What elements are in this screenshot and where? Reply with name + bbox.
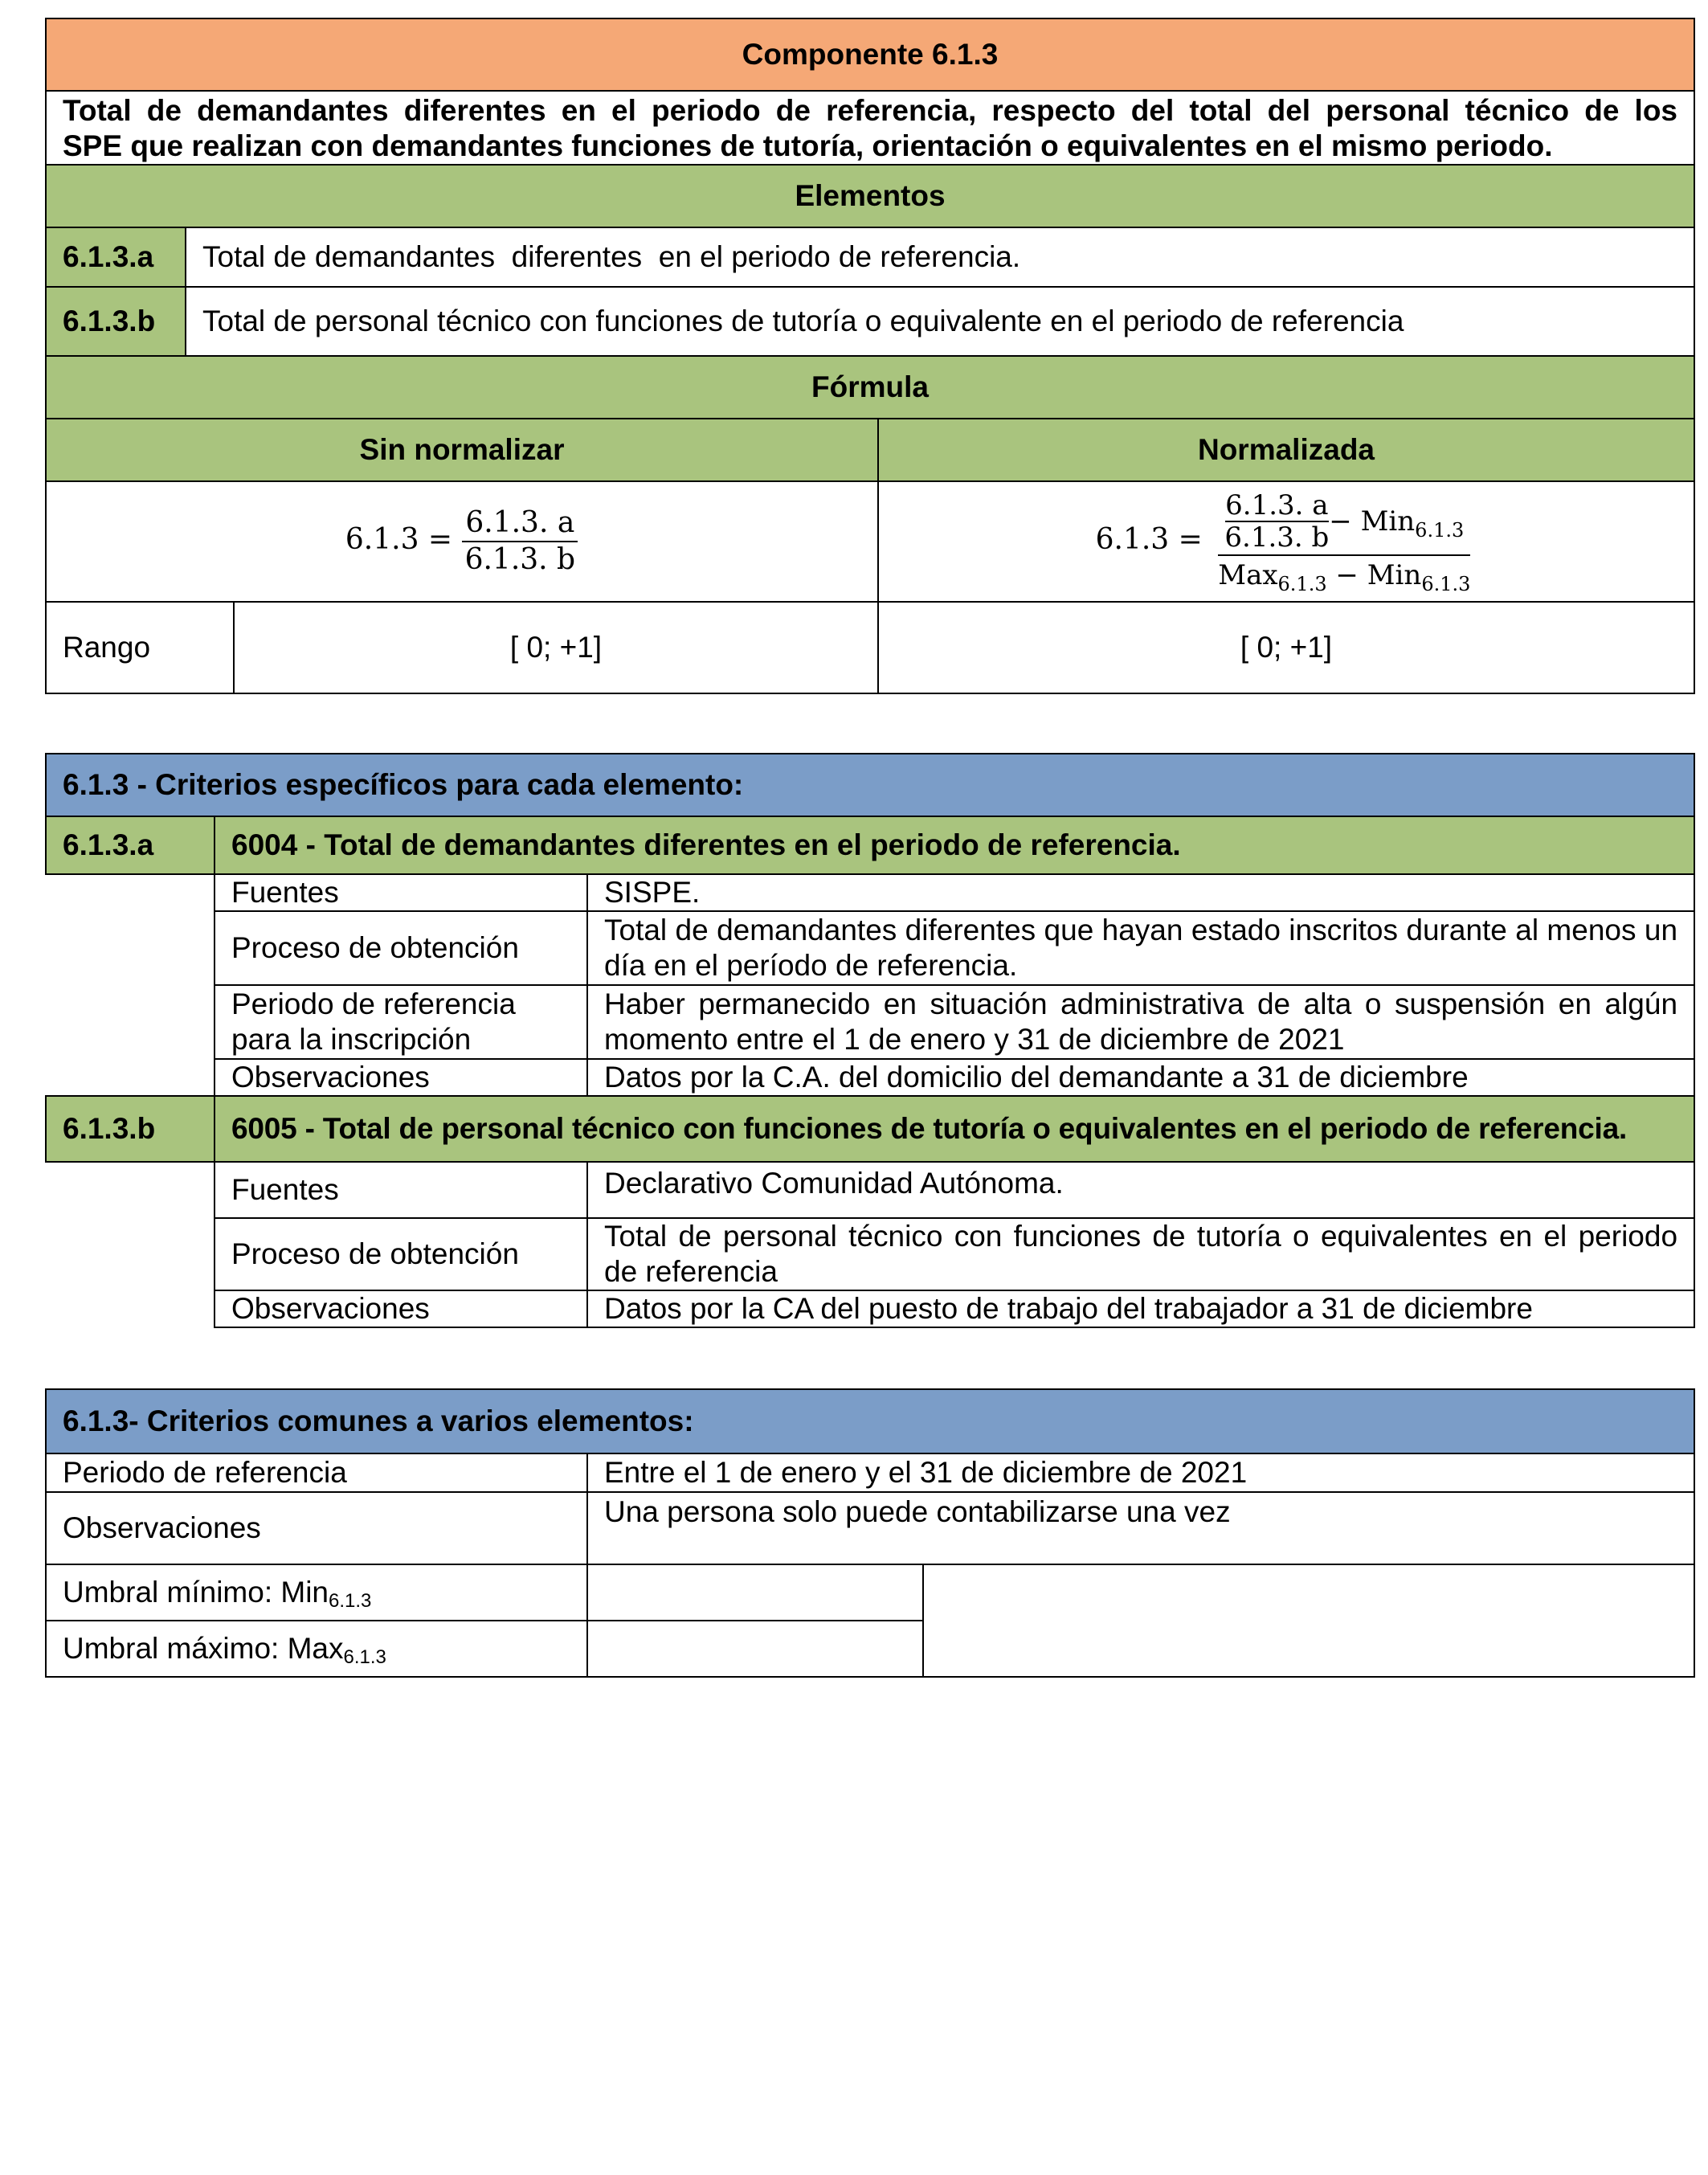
criteria-label: Proceso de obtención	[215, 911, 587, 985]
formula-numerator: 6.1.3. a	[462, 505, 578, 542]
formula-header: Fórmula	[46, 356, 1694, 419]
specific-item-title: 6005 - Total de personal técnico con funciones de tutoría o equivalentes en el periodo de referencia.	[215, 1096, 1694, 1162]
component-table	[45, 18, 1695, 694]
minus-min	[1329, 504, 1465, 542]
criteria-label: Fuentes	[215, 874, 587, 911]
formula-normalizada	[878, 481, 1694, 602]
criteria-label: Periodo de referencia para la inscripción	[215, 985, 587, 1059]
element-text: Total de personal técnico con funciones de tutoría o equivalente en el periodo de referencia	[186, 287, 1694, 356]
minus-min-text: − Min	[1329, 505, 1416, 538]
observaciones-label: Observaciones	[46, 1492, 587, 1564]
col-normalizada: Normalizada	[878, 419, 1694, 481]
rango-normalizada: [ 0; +1]	[878, 602, 1694, 693]
max-subscript: 6.1.3	[1277, 572, 1327, 595]
elements-header: Elementos	[46, 165, 1694, 227]
formula-fraction	[1212, 490, 1477, 593]
element-text: Total de demandantes diferentes en el periodo de referencia.	[186, 227, 1694, 287]
common-criteria-table	[45, 1388, 1695, 1678]
criteria-value: Total de personal técnico con funciones de tutoría o equivalentes en el periodo de referencia	[587, 1218, 1694, 1290]
den-minus-min-text: − Min	[1326, 559, 1422, 591]
specific-criteria-table	[45, 753, 1695, 1328]
specific-criteria-header: 6.1.3 - Criterios específicos para cada elemento:	[46, 754, 1694, 816]
periodo-value: Entre el 1 de enero y el 31 de diciembre de 2021	[587, 1453, 1694, 1492]
formula-denominator: 6.1.3. b	[464, 543, 576, 576]
component-description-line2: SPE que realizan con demandantes funciones de tutoría, orientación o equivalentes en el mismo periodo.	[63, 129, 1553, 162]
criteria-value: Declarativo Comunidad Autónoma.	[587, 1162, 1694, 1218]
common-criteria-header: 6.1.3- Criterios comunes a varios elementos:	[46, 1389, 1694, 1453]
min-subscript: 6.1.3	[1415, 518, 1465, 542]
criteria-label: Fuentes	[215, 1162, 587, 1218]
criteria-label: Proceso de obtención	[215, 1218, 587, 1290]
specific-item-code: 6.1.3.b	[46, 1096, 215, 1162]
umbral-max-text: Umbral máximo: Max	[63, 1632, 344, 1665]
formula-fraction	[462, 505, 579, 578]
criteria-value: Haber permanecido en situación administrativa de alta o suspensión en algún momento entre el 1 de enero y 31 de diciembre de 2021	[587, 985, 1694, 1059]
formula-numerator	[1218, 490, 1470, 556]
criteria-value: SISPE.	[587, 874, 1694, 911]
specific-item-title: 6004 - Total de demandantes diferentes en el periodo de referencia.	[215, 816, 1694, 874]
formula-lhs: 6.1.3 =	[345, 523, 453, 556]
criteria-value: Datos por la CA del puesto de trabajo del trabajador a 31 de diciembre	[587, 1290, 1694, 1327]
umbral-max-value[interactable]	[587, 1621, 923, 1677]
criteria-label: Observaciones	[215, 1290, 587, 1327]
element-code: 6.1.3.b	[46, 287, 186, 356]
rango-sin-normalizar: [ 0; +1]	[234, 602, 878, 693]
component-description-line1: Total de demandantes diferentes en el periodo de referencia, respecto del total del personal técnico de los	[63, 94, 1677, 127]
inner-numerator: 6.1.3. a	[1225, 489, 1329, 521]
umbral-min-text: Umbral mínimo: Min	[63, 1576, 329, 1609]
max-text: Max	[1218, 559, 1278, 591]
criteria-value: Total de demandantes diferentes que hayan estado inscritos durante al menos un día en el período de referencia.	[587, 911, 1694, 985]
specific-item-code: 6.1.3.a	[46, 816, 215, 874]
spacer-cell	[46, 874, 215, 1096]
criteria-label: Observaciones	[215, 1059, 587, 1096]
rango-label: Rango	[46, 602, 234, 693]
umbral-min-label	[46, 1564, 587, 1621]
umbral-max-subscript: 6.1.3	[343, 1646, 386, 1668]
formula-sin-normalizar	[46, 481, 878, 602]
umbral-empty-cell	[923, 1564, 1694, 1677]
observaciones-value: Una persona solo puede contabilizarse una vez	[587, 1492, 1694, 1564]
spacer-cell	[46, 1162, 215, 1327]
element-code: 6.1.3.a	[46, 227, 186, 287]
umbral-min-value[interactable]	[587, 1564, 923, 1621]
umbral-max-label	[46, 1621, 587, 1677]
periodo-label: Periodo de referencia	[46, 1453, 587, 1492]
inner-denominator: 6.1.3. b	[1224, 521, 1330, 554]
col-sin-normalizar: Sin normalizar	[46, 419, 878, 481]
criteria-value: Datos por la C.A. del domicilio del demandante a 31 de diciembre	[587, 1059, 1694, 1096]
inner-fraction	[1224, 490, 1329, 553]
den-min-subscript: 6.1.3	[1421, 572, 1471, 595]
umbral-min-subscript: 6.1.3	[329, 1590, 372, 1612]
formula-denominator	[1212, 556, 1477, 593]
component-title: Componente 6.1.3	[46, 18, 1694, 91]
component-description	[46, 91, 1694, 165]
formula-lhs: 6.1.3 =	[1095, 523, 1203, 556]
